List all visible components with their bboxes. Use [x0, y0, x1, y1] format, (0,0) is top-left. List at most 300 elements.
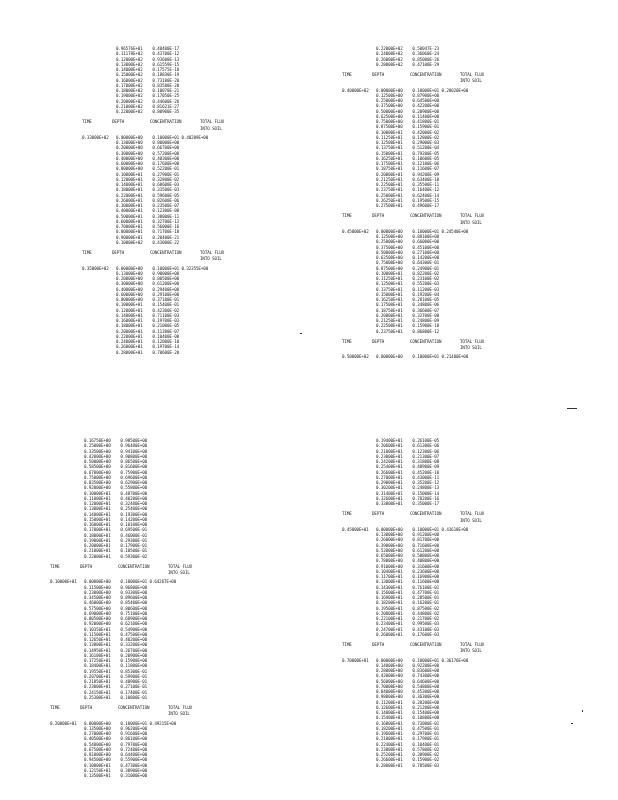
- concentration-cell: 0.85300E-01: [120, 668, 148, 674]
- concentration-cell: 0.81621E-27: [152, 103, 180, 109]
- depth-cell: 0.14950E+01: [84, 647, 111, 653]
- concentration-cell: 0.56000E-16: [152, 224, 180, 229]
- depth-cell: 0.12500E+01: [376, 281, 403, 287]
- depth-cell: 0.23000E+00: [84, 589, 111, 595]
- concentration-cell: 0.80900E-35: [152, 109, 180, 114]
- depth-cell: 0.62500E+00: [376, 113, 403, 119]
- concentration-cell: 0.29000E-03: [412, 140, 440, 145]
- concentration-cell: 0.47500E+00: [120, 631, 148, 637]
- depth-cell: 0.10800E+01: [84, 762, 111, 768]
- concentration-cell: 0.28100E-05: [412, 297, 440, 302]
- concentration-cell: 0.23500E-07: [152, 203, 180, 208]
- into-soil-header: INTO SOIL: [460, 648, 482, 654]
- concentration-cell: 0.72400E+00: [120, 746, 148, 752]
- concentration-cell: 0.20900E+00: [412, 108, 440, 114]
- depth-cell: 0.00000E+00: [116, 134, 143, 140]
- depth-cell: 0.22500E+01: [376, 182, 403, 187]
- concentration-cell: 0.93300E+00: [120, 589, 148, 595]
- concentration-cell: 0.32700E-13: [152, 218, 180, 224]
- table-row: [82, 350, 272, 355]
- depth-cell: 0.57500E+00: [84, 605, 111, 611]
- depth-cell: 0.11000E+01: [84, 495, 111, 501]
- time-header: TIME: [342, 642, 352, 647]
- concentration-cell: 0.66000E+00: [412, 239, 440, 245]
- concentration-cell: 0.42000E-02: [412, 129, 440, 135]
- concentration-cell: 0.61200E+00: [412, 547, 440, 553]
- concentration-cell: 0.23600E+00: [412, 568, 440, 574]
- concentration-cell: 0.40900E-09: [412, 464, 440, 470]
- concentration-cell: 0.78200E-16: [412, 495, 440, 501]
- depth-cell: 0.26000E+01: [116, 344, 143, 350]
- concentration-cell: 0.17900E-01: [412, 736, 440, 742]
- depth-cell: 0.16800E+01: [376, 720, 403, 726]
- concentration-header: CONCENTRATION: [150, 119, 182, 125]
- depth-cell: 0.12000E+01: [84, 501, 111, 506]
- depth-cell: 0.23750E+01: [376, 328, 403, 334]
- time-cell: 0.10000E+01: [50, 579, 77, 585]
- depth-cell: 0.28000E+02: [376, 61, 403, 67]
- concentration-cell: 0.59300E-02: [120, 553, 148, 559]
- concentration-cell: 0.66700E+00: [152, 145, 180, 151]
- depth-header: DEPTH: [372, 338, 385, 344]
- depth-cell: 0.13000E+00: [116, 140, 143, 145]
- depth-cell: 0.20000E+01: [376, 312, 403, 318]
- concentration-cell: 0.10000E+01: [412, 228, 440, 234]
- concentration-cell: 0.47700E-01: [412, 589, 440, 595]
- depth-cell: 0.12500E+01: [376, 140, 403, 145]
- depth-cell: 0.29000E+01: [376, 480, 403, 485]
- concentration-cell: 0.83580E-20: [152, 82, 180, 88]
- depth-cell: 0.20800E+01: [376, 610, 403, 616]
- concentration-cell: 0.68900E+00: [120, 616, 148, 621]
- depth-cell: 0.33500E+00: [84, 448, 111, 454]
- concentration-cell: 0.55900E+00: [120, 757, 148, 763]
- depth-header: DEPTH: [372, 72, 385, 77]
- depth-header: DEPTH: [112, 119, 125, 125]
- depth-cell: 0.80000E+00: [116, 166, 143, 172]
- concentration-cell: 0.50047E-23: [412, 46, 440, 51]
- total-flux-cell: 0.32355E+00: [181, 265, 209, 271]
- concentration-cell: 0.43700E-12: [152, 51, 180, 57]
- depth-cell: 0.00000E+00: [376, 526, 403, 532]
- depth-cell: 0.23750E+01: [376, 187, 403, 193]
- depth-cell: 0.80000E+00: [116, 297, 143, 302]
- concentration-cell: 0.75100E+00: [120, 610, 148, 616]
- depth-cell: 0.22100E+01: [376, 616, 403, 621]
- table-row: [342, 763, 542, 768]
- depth-cell: 0.13500E+01: [84, 773, 111, 778]
- concentration-cell: 0.18830E-19: [152, 72, 180, 78]
- column-header-row: [342, 213, 532, 218]
- depth-cell: 0.50000E+00: [84, 459, 111, 464]
- total-flux-cell: 0.36176E+00: [441, 657, 469, 663]
- concentration-cell: 0.15900E-02: [412, 757, 440, 763]
- depth-cell: 0.18000E+01: [116, 187, 143, 193]
- concentration-cell: 0.96200E+00: [120, 725, 148, 731]
- depth-cell: 0.98000E+00: [376, 694, 403, 700]
- depth-cell: 0.19000E+01: [84, 537, 111, 543]
- total-flux-cell: 0.21400E+00: [441, 354, 469, 360]
- total-flux-cell: 0.49215E+00: [149, 720, 177, 726]
- concentration-cell: 0.98500E+00: [120, 438, 148, 443]
- depth-cell: 0.92000E+00: [84, 621, 111, 627]
- concentration-cell: 0.10600E-05: [412, 155, 440, 161]
- depth-cell: 0.94500E+00: [84, 757, 111, 763]
- depth-cell: 0.50000E+01: [116, 213, 143, 219]
- depth-cell: 0.26000E+01: [116, 197, 143, 203]
- depth-cell: 0.19550E+01: [84, 668, 111, 674]
- table-row: [50, 773, 250, 778]
- depth-cell: 0.67000E+00: [84, 469, 111, 475]
- depth-cell: 0.21000E+02: [116, 103, 143, 109]
- depth-cell: 0.25000E+00: [84, 443, 111, 449]
- concentration-cell: 0.92200E+00: [412, 662, 440, 668]
- depth-cell: 0.11250E+01: [376, 276, 403, 281]
- concentration-cell: 0.42300E-02: [152, 307, 180, 313]
- concentration-header: CONCENTRATION: [410, 338, 442, 344]
- concentration-cell: 0.12000E-10: [152, 339, 180, 344]
- depth-cell: 0.21000E+01: [84, 548, 111, 554]
- time-cell: 0.45000E+01: [342, 526, 369, 532]
- concentration-cell: 0.78500E-03: [412, 762, 440, 768]
- column-header-row: [82, 250, 272, 255]
- depth-cell: 0.52000E+00: [376, 547, 403, 553]
- depth-cell: 0.22000E+01: [84, 553, 111, 559]
- depth-cell: 0.24700E+01: [376, 626, 403, 632]
- depth-cell: 0.22000E+01: [116, 192, 143, 198]
- depth-cell: 0.12000E+01: [116, 176, 143, 182]
- depth-cell: 0.20600E+01: [376, 443, 403, 449]
- concentration-cell: 0.69500E-01: [120, 527, 148, 533]
- depth-cell: 0.17000E+01: [84, 527, 111, 533]
- scan-speck: [571, 723, 573, 724]
- concentration-cell: 0.85400E+00: [120, 600, 148, 606]
- concentration-cell: 0.75900E+00: [120, 469, 148, 475]
- concentration-cell: 0.14200E+00: [120, 516, 148, 522]
- depth-cell: 0.15400E+01: [376, 715, 403, 721]
- depth-cell: 0.18750E+01: [376, 307, 403, 313]
- concentration-cell: 0.69600E+00: [120, 474, 148, 480]
- concentration-cell: 0.57800E-02: [412, 746, 440, 752]
- concentration-cell: 0.96400E+00: [120, 443, 148, 449]
- depth-cell: 0.18000E+01: [116, 323, 143, 329]
- total-flux-header: TOTAL FLUX: [460, 511, 485, 517]
- depth-cell: 0.83500E+00: [84, 480, 111, 485]
- concentration-header: CONCENTRATION: [410, 642, 442, 647]
- concentration-cell: 0.28500E-01: [412, 595, 440, 600]
- depth-cell: 0.40500E+00: [84, 736, 111, 742]
- concentration-cell: 0.17600E+00: [152, 161, 180, 166]
- column-header-row: [82, 119, 272, 124]
- concentration-cell: 0.79200E-05: [412, 150, 440, 156]
- concentration-cell: 0.80600E+00: [120, 605, 148, 611]
- depth-cell: 0.80500E+00: [84, 616, 111, 621]
- depth-cell: 0.34500E+00: [84, 595, 111, 600]
- concentration-cell: 0.10400E-01: [412, 741, 440, 747]
- depth-cell: 0.22000E+02: [116, 109, 143, 114]
- depth-cell: 0.26600E+01: [376, 469, 403, 475]
- concentration-cell: 0.88100E+00: [412, 234, 440, 239]
- concentration-cell: 0.80500E+00: [152, 276, 180, 281]
- concentration-cell: 0.73000E-01: [412, 720, 440, 726]
- depth-cell: 0.19500E+01: [376, 605, 403, 611]
- depth-cell: 0.25300E+01: [84, 694, 111, 700]
- concentration-cell: 0.91600E+00: [120, 731, 148, 736]
- total-flux-header: TOTAL FLUX: [460, 642, 485, 647]
- depth-cell: 0.11178E+02: [116, 51, 143, 57]
- depth-cell: 0.26000E+02: [376, 56, 403, 62]
- depth-cell: 0.00000E+00: [376, 354, 403, 360]
- concentration-cell: 0.63400E-10: [412, 176, 440, 182]
- depth-cell: 0.10350E+01: [84, 626, 111, 632]
- depth-cell: 0.18000E+02: [116, 88, 143, 93]
- concentration-cell: 0.20900E+00: [120, 652, 148, 658]
- depth-cell: 0.19400E+01: [376, 438, 403, 443]
- concentration-cell: 0.37100E-01: [152, 297, 180, 302]
- depth-cell: 0.27500E+01: [376, 203, 403, 208]
- depth-cell: 0.75000E+00: [376, 119, 403, 124]
- concentration-cell: 0.74300E+00: [412, 673, 440, 679]
- concentration-cell: 0.48400E-17: [152, 46, 180, 51]
- concentration-cell: 0.14200E+00: [412, 255, 440, 260]
- depth-cell: 0.65000E+00: [376, 553, 403, 558]
- concentration-cell: 0.41800E-01: [412, 119, 440, 124]
- concentration-cell: 0.59600E-05: [152, 192, 180, 198]
- depth-cell: 0.22000E+02: [376, 46, 403, 51]
- concentration-cell: 0.34800E-06: [412, 302, 440, 308]
- depth-cell: 0.10000E+01: [116, 302, 143, 308]
- depth-cell: 0.18750E+01: [376, 166, 403, 172]
- into-soil-header: INTO SOIL: [460, 219, 482, 225]
- concentration-cell: 0.42200E+00: [412, 103, 440, 109]
- concentration-cell: 0.70600E-20: [152, 349, 180, 355]
- concentration-cell: 0.19700E-03: [152, 318, 180, 323]
- concentration-cell: 0.83600E+00: [412, 668, 440, 673]
- concentration-header: CONCENTRATION: [410, 213, 442, 219]
- depth-cell: 0.19600E+01: [376, 731, 403, 736]
- depth-cell: 0.87500E+00: [376, 265, 403, 271]
- concentration-cell: 0.86100E+00: [120, 736, 148, 742]
- depth-cell: 0.30000E+00: [116, 150, 143, 156]
- concentration-cell: 0.17575E-18: [152, 67, 180, 72]
- concentration-cell: 0.25400E+00: [120, 506, 148, 512]
- depth-cell: 0.21850E+01: [84, 679, 111, 684]
- concentration-cell: 0.10800E-01: [120, 694, 148, 700]
- concentration-cell: 0.36300E+00: [412, 694, 440, 700]
- depth-cell: 0.19000E+02: [116, 93, 143, 99]
- depth-cell: 0.18200E+01: [376, 600, 403, 606]
- depth-cell: 0.24000E+02: [376, 51, 403, 57]
- concentration-cell: 0.15400E-01: [152, 302, 180, 308]
- concentration-cell: 0.27900E-01: [152, 171, 180, 177]
- depth-cell: 0.11250E+01: [376, 134, 403, 140]
- time-header: TIME: [82, 250, 92, 255]
- time-header: TIME: [342, 213, 352, 219]
- concentration-cell: 0.10800E+00: [412, 715, 440, 721]
- concentration-cell: 0.47500E-01: [412, 725, 440, 731]
- depth-cell: 0.27000E+00: [84, 731, 111, 736]
- concentration-cell: 0.71100E-03: [152, 312, 180, 318]
- depth-cell: 0.23800E+01: [376, 746, 403, 752]
- concentration-cell: 0.64500E+00: [412, 98, 440, 103]
- depth-cell: 0.96576E+01: [116, 46, 143, 51]
- column-header-row: [342, 72, 532, 77]
- concentration-cell: 0.10500E-01: [120, 548, 148, 554]
- depth-cell: 0.10000E+01: [376, 129, 403, 135]
- concentration-cell: 0.50800E+00: [412, 553, 440, 558]
- concentration-cell: 0.10400E-08: [152, 333, 180, 339]
- concentration-header: CONCENTRATION: [150, 250, 182, 255]
- depth-cell: 0.00000E+00: [376, 657, 403, 663]
- depth-cell: 0.13000E+00: [376, 532, 403, 537]
- depth-cell: 0.15000E+01: [376, 291, 403, 297]
- depth-cell: 0.12500E+00: [376, 234, 403, 239]
- concentration-cell: 0.36600E-07: [412, 307, 440, 313]
- depth-cell: 0.00000E+00: [84, 579, 111, 585]
- depth-cell: 0.28000E+01: [376, 762, 403, 768]
- depth-cell: 0.13500E+00: [84, 725, 111, 731]
- depth-cell: 0.25000E+01: [376, 192, 403, 198]
- concentration-cell: 0.27100E+00: [412, 249, 440, 255]
- total-flux-cell: 0.64267E+00: [149, 579, 177, 585]
- concentration-cell: 0.54800E+00: [412, 683, 440, 689]
- depth-cell: 0.14000E+02: [116, 67, 143, 72]
- depth-cell: 0.23000E+01: [84, 684, 111, 690]
- concentration-cell: 0.21300E-07: [412, 453, 440, 459]
- depth-cell: 0.24000E+01: [116, 339, 143, 344]
- depth-cell: 0.70000E+01: [116, 224, 143, 229]
- time-header: TIME: [342, 511, 352, 517]
- total-flux-cell: 0.43618E+00: [441, 526, 469, 532]
- concentration-cell: 0.10100E+00: [120, 522, 148, 527]
- depth-cell: 0.40000E+00: [116, 286, 143, 292]
- time-cell: 0.50000E+02: [342, 354, 369, 360]
- concentration-cell: 0.38000E-11: [152, 213, 180, 219]
- concentration-cell: 0.19200E-04: [412, 291, 440, 297]
- concentration-cell: 0.59900E-01: [120, 673, 148, 679]
- time-header: TIME: [342, 72, 352, 77]
- concentration-cell: 0.47100E-29: [412, 61, 440, 67]
- concentration-header: CONCENTRATION: [410, 72, 442, 77]
- depth-cell: 0.10400E+01: [376, 568, 403, 574]
- depth-cell: 0.18400E+01: [84, 663, 111, 669]
- concentration-header: CONCENTRATION: [118, 705, 150, 710]
- concentration-cell: 0.12100E-06: [412, 161, 440, 166]
- table-row: [342, 354, 532, 359]
- depth-cell: 0.26000E+01: [376, 631, 403, 637]
- concentration-cell: 0.82600E-06: [152, 197, 180, 203]
- depth-cell: 0.30000E+01: [116, 203, 143, 208]
- time-cell: 0.20000E+01: [50, 720, 77, 726]
- concentration-cell: 0.86800E-12: [412, 328, 440, 334]
- table-row: [342, 329, 532, 334]
- concentration-cell: 0.45100E+00: [412, 244, 440, 250]
- total-flux-header: TOTAL FLUX: [200, 250, 225, 255]
- concentration-cell: 0.81700E+00: [412, 537, 440, 543]
- concentration-cell: 0.19300E+00: [120, 511, 148, 517]
- column-header-row: [50, 564, 250, 569]
- concentration-cell: 0.31600E+00: [412, 563, 440, 569]
- concentration-cell: 0.57200E+00: [152, 150, 180, 156]
- concentration-cell: 0.29100E+00: [152, 291, 180, 297]
- concentration-cell: 0.43000E-11: [412, 474, 440, 480]
- concentration-cell: 0.29700E-01: [412, 731, 440, 736]
- depth-cell: 0.16750E+00: [84, 438, 111, 443]
- concentration-cell: 0.62100E+00: [120, 621, 148, 627]
- depth-cell: 0.81000E+00: [84, 752, 111, 757]
- depth-cell: 0.20000E+00: [116, 145, 143, 151]
- concentration-cell: 0.17600E-03: [412, 631, 440, 637]
- depth-cell: 0.25400E+01: [376, 464, 403, 470]
- depth-cell: 0.28000E+00: [376, 668, 403, 673]
- depth-cell: 0.90000E+01: [116, 234, 143, 240]
- concentration-cell: 0.49600E-17: [412, 203, 440, 208]
- depth-cell: 0.12150E+01: [84, 767, 111, 773]
- depth-cell: 0.16000E+01: [116, 318, 143, 323]
- depth-header: DEPTH: [372, 642, 385, 647]
- depth-cell: 0.12650E+01: [84, 637, 111, 642]
- concentration-cell: 0.16200E-01: [412, 600, 440, 606]
- time-header: TIME: [50, 705, 60, 710]
- concentration-cell: 0.15400E+00: [412, 710, 440, 715]
- concentration-cell: 0.90800E+00: [120, 453, 148, 459]
- output-panel-top-right: [342, 46, 532, 360]
- table-row: [342, 203, 532, 208]
- depth-cell: 0.15000E+01: [376, 150, 403, 156]
- concentration-cell: 0.93600E-13: [152, 56, 180, 62]
- depth-cell: 0.37500E+00: [376, 244, 403, 250]
- depth-cell: 0.13750E+01: [376, 286, 403, 292]
- depth-cell: 0.32600E+01: [376, 495, 403, 501]
- concentration-cell: 0.64400E+00: [120, 752, 148, 757]
- depth-cell: 0.92000E+00: [84, 485, 111, 491]
- concentration-cell: 0.40200E+00: [120, 495, 148, 501]
- into-soil-header: INTO SOIL: [200, 256, 222, 262]
- concentration-cell: 0.45300E+00: [412, 689, 440, 694]
- depth-cell: 0.50000E+00: [376, 249, 403, 255]
- concentration-cell: 0.40300E+00: [152, 155, 180, 161]
- depth-cell: 0.23400E+01: [376, 621, 403, 627]
- concentration-cell: 0.55800E+00: [120, 485, 148, 491]
- depth-header: DEPTH: [80, 563, 93, 569]
- concentration-cell: 0.38900E+00: [120, 767, 148, 773]
- depth-cell: 0.22000E+01: [116, 333, 143, 339]
- scan-mark: [567, 408, 577, 409]
- concentration-cell: 0.52200E-01: [152, 166, 180, 172]
- depth-cell: 0.14000E+01: [116, 182, 143, 187]
- concentration-cell: 0.79700E+00: [120, 741, 148, 747]
- depth-cell: 0.33800E+01: [376, 501, 403, 506]
- concentration-cell: 0.10070E-21: [152, 88, 180, 93]
- depth-cell: 0.16100E+01: [84, 652, 111, 658]
- concentration-cell: 0.11600E+00: [412, 579, 440, 585]
- depth-cell: 0.42000E+00: [84, 453, 111, 459]
- concentration-cell: 0.15000E-14: [412, 490, 440, 496]
- concentration-cell: 0.10000E+01: [120, 720, 148, 726]
- depth-cell: 0.13750E+01: [376, 145, 403, 151]
- time-cell: 0.35000E+02: [82, 265, 109, 271]
- concentration-cell: 0.87900E+00: [412, 92, 440, 98]
- depth-cell: 0.23000E+01: [376, 453, 403, 459]
- concentration-cell: 0.23100E-02: [412, 276, 440, 281]
- concentration-cell: 0.19500E-15: [412, 197, 440, 203]
- time-cell: 0.70000E+01: [342, 657, 369, 663]
- concentration-cell: 0.40900E-01: [120, 679, 148, 684]
- concentration-cell: 0.16400E-12: [412, 187, 440, 193]
- depth-cell: 0.22500E+01: [376, 323, 403, 329]
- concentration-cell: 0.10000E+01: [412, 526, 440, 532]
- depth-cell: 0.18000E+01: [84, 532, 111, 538]
